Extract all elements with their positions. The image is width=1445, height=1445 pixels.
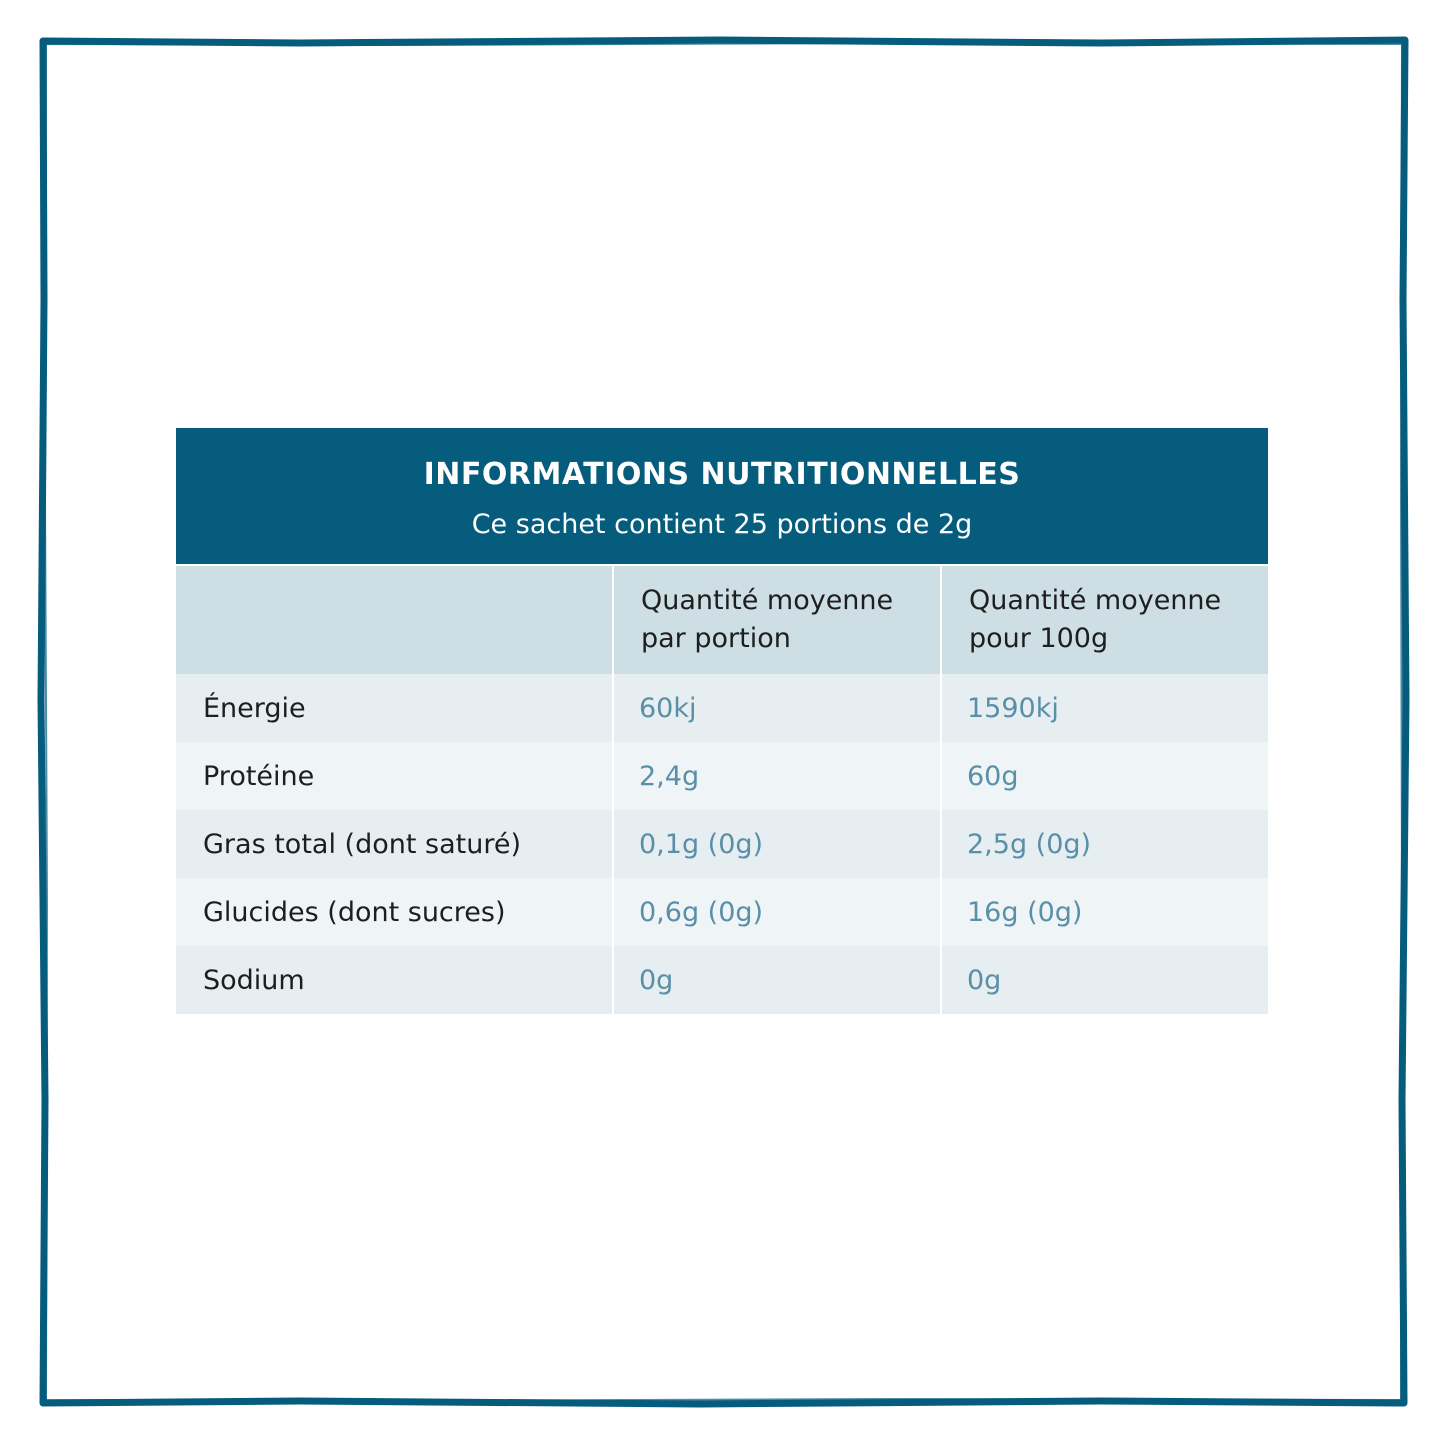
value-per-100g: 0g (942, 946, 1268, 1014)
row-label: Gras total (dont saturé) (176, 810, 612, 878)
value-per-100g: 2,5g (0g) (942, 810, 1268, 878)
row-label: Énergie (176, 674, 612, 742)
row-label: Protéine (176, 742, 612, 810)
table-title: INFORMATIONS NUTRITIONNELLES (423, 457, 1021, 492)
value-per-portion: 60kj (614, 674, 940, 742)
value-per-100g: 60g (942, 742, 1268, 810)
value-per-100g: 1590kj (942, 674, 1268, 742)
table-grid (176, 566, 1268, 1014)
column-header-per-100g (942, 566, 1268, 674)
column-header-line: Quantité moyenne (969, 585, 1222, 616)
value-per-100g: 16g (0g) (942, 878, 1268, 946)
table-subtitle: Ce sachet contient 25 portions de 2g (471, 509, 973, 540)
value-per-portion: 0,1g (0g) (614, 810, 940, 878)
table-header (176, 428, 1268, 564)
value-per-portion: 0,6g (0g) (614, 878, 940, 946)
nutrition-table (176, 428, 1268, 1014)
row-label: Sodium (176, 946, 612, 1014)
value-per-portion: 0g (614, 946, 940, 1014)
column-header-line: Quantité moyenne (641, 585, 894, 616)
row-label: Glucides (dont sucres) (176, 878, 612, 946)
column-header-line: pour 100g (969, 623, 1109, 654)
column-header-per-portion (614, 566, 940, 674)
column-header-empty (176, 566, 612, 674)
value-per-portion: 2,4g (614, 742, 940, 810)
column-header-line: par portion (641, 623, 791, 654)
